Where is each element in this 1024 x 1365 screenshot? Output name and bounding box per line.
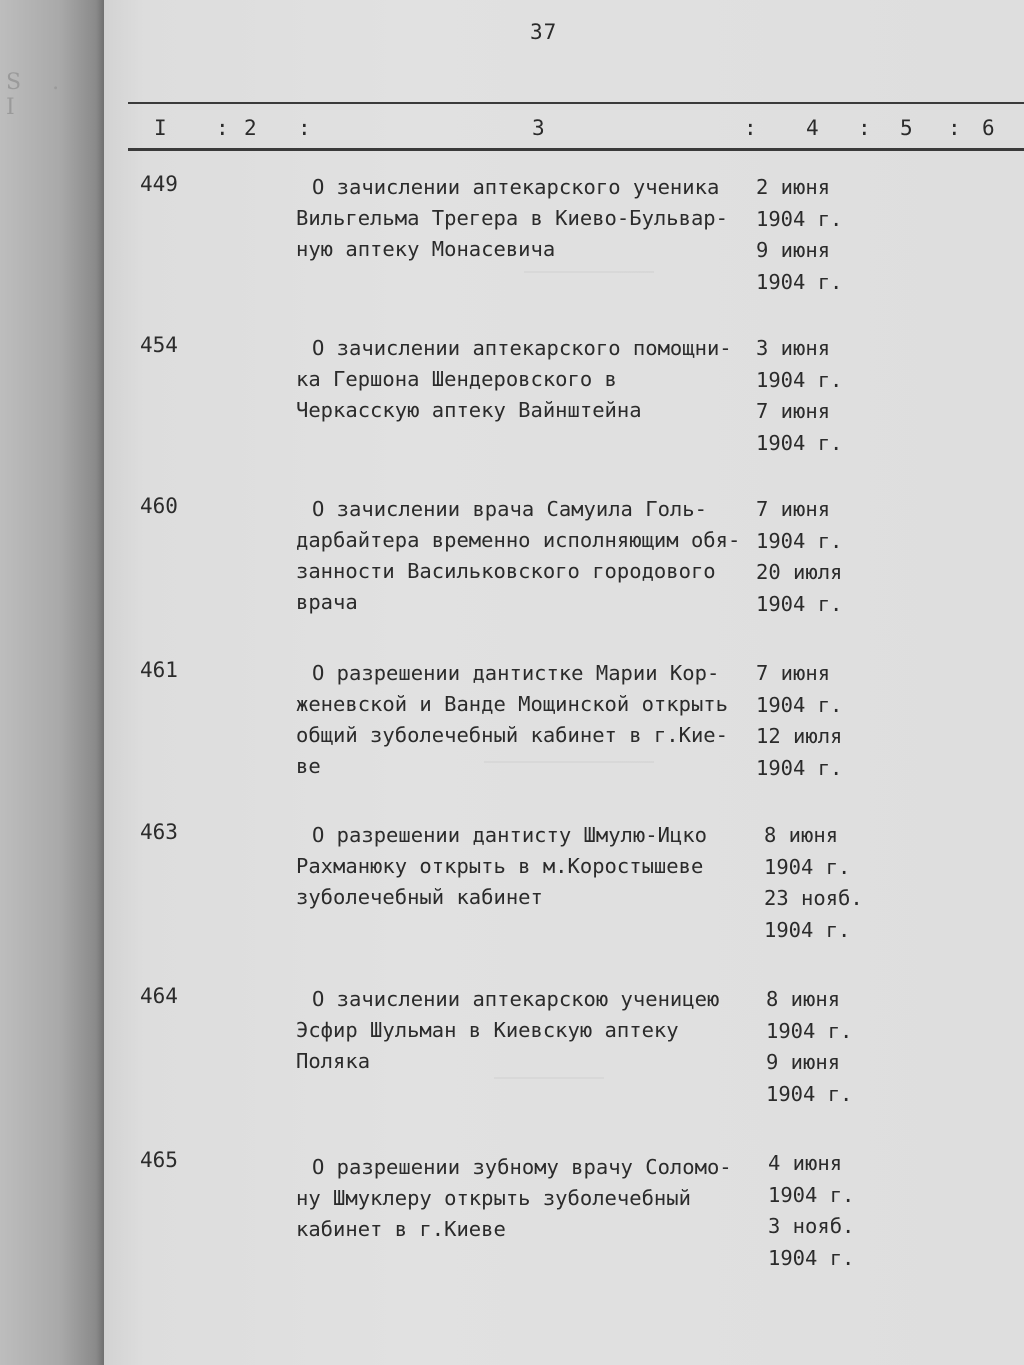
entry-dates <box>764 820 904 946</box>
title-line: общий зуболечебный кабинет в г.Кие- <box>296 723 728 747</box>
bleed-through-marks: S . I <box>6 70 72 120</box>
date-start-year: 1904 г. <box>766 1018 853 1043</box>
header-separator: : <box>858 116 871 140</box>
document-page <box>104 0 1024 1365</box>
date-start: 7 июня <box>756 497 831 521</box>
header-col-5: 5 <box>900 116 913 140</box>
title-line: Рахманюку открыть в м.Коростышеве <box>296 854 704 878</box>
date-end: 20 июля <box>756 560 843 584</box>
title-line: Черкасскую аптеку Вайнштейна <box>296 398 642 422</box>
date-start: 8 июня <box>764 823 839 847</box>
date-start-year: 1904 г. <box>756 692 843 717</box>
date-start: 8 июня <box>766 987 841 1011</box>
bleed-through-texture: ⎯⎯⎯⎯⎯⎯⎯⎯⎯⎯⎯⎯⎯ <box>524 258 654 282</box>
entry-title <box>296 333 766 426</box>
date-end-year: 1904 г. <box>766 1081 853 1106</box>
title-line: занности Васильковского городового <box>296 559 716 583</box>
register-entry <box>104 333 1024 483</box>
date-end: 9 июня <box>756 238 831 262</box>
title-line: ную аптеку Монасевича <box>296 237 556 261</box>
page-number: 37 <box>530 20 558 44</box>
entry-title <box>296 658 766 782</box>
date-start: 3 июня <box>756 336 831 360</box>
entry-dates <box>756 172 896 298</box>
date-end: 3 нояб. <box>768 1214 855 1238</box>
title-line: О зачислении врача Самуила Голь- <box>312 497 707 521</box>
title-line: О разрешении дантисту Шмулю-Ицко <box>312 823 707 847</box>
entry-title <box>296 820 766 913</box>
entry-title <box>296 172 766 265</box>
date-end-year: 1904 г. <box>764 917 851 942</box>
entry-dates <box>768 1148 908 1274</box>
entry-title <box>296 984 766 1077</box>
entry-dates <box>756 333 896 459</box>
date-start-year: 1904 г. <box>768 1182 855 1207</box>
register-entry <box>104 984 1024 1134</box>
title-line: Поляка <box>296 1049 371 1073</box>
entry-number: 454 <box>140 333 178 357</box>
title-line: женевской и Ванде Мощинской открыть <box>296 692 728 716</box>
header-rule-top <box>128 102 1024 104</box>
title-line: Вильгельма Трегера в Киево-Бульвар- <box>296 206 728 230</box>
register-entry <box>104 820 1024 970</box>
date-end-year: 1904 г. <box>756 269 843 294</box>
title-line: дарбайтера временно исполняющим обя- <box>296 528 741 552</box>
date-end-year: 1904 г. <box>756 430 843 455</box>
title-line: ка Гершона Шендеровского в <box>296 367 617 391</box>
date-start-year: 1904 г. <box>756 528 843 553</box>
title-line: О зачислении аптекарского ученика <box>312 175 720 199</box>
title-line: зуболечебный кабинет <box>296 885 543 909</box>
date-start-year: 1904 г. <box>764 854 851 879</box>
header-col-3: 3 <box>532 116 545 140</box>
header-col-2: 2 <box>244 116 257 140</box>
header-col-4: 4 <box>806 116 819 140</box>
date-start: 4 июня <box>768 1151 843 1175</box>
header-col-1: I <box>154 116 167 140</box>
register-entry <box>104 658 1024 808</box>
entry-number: 461 <box>140 658 178 682</box>
header-col-6: 6 <box>982 116 995 140</box>
date-end-year: 1904 г. <box>756 591 843 616</box>
date-start: 7 июня <box>756 661 831 685</box>
date-end-year: 1904 г. <box>768 1245 855 1270</box>
entry-dates <box>756 494 896 620</box>
title-line: О зачислении аптекарскою ученицею <box>312 987 720 1011</box>
date-end-year: 1904 г. <box>756 755 843 780</box>
date-end: 23 нояб. <box>764 886 863 910</box>
title-line: ве <box>296 754 321 778</box>
title-line: кабинет в г.Киеве <box>296 1217 506 1241</box>
title-line: О разрешении дантистке Марии Кор- <box>312 661 720 685</box>
title-line: О зачислении аптекарского помощни- <box>312 336 732 360</box>
date-end: 12 июля <box>756 724 843 748</box>
title-line: Эсфир Шульман в Киевскую аптеку <box>296 1018 679 1042</box>
entry-dates <box>756 658 896 784</box>
register-entry <box>104 1148 1024 1298</box>
header-separator: : <box>216 116 229 140</box>
bleed-through-texture: ⎯⎯⎯⎯⎯⎯⎯⎯⎯⎯⎯ <box>494 1064 604 1088</box>
date-start: 2 июня <box>756 175 831 199</box>
entry-number: 449 <box>140 172 178 196</box>
date-end: 7 июня <box>756 399 831 423</box>
title-line: О разрешении зубному врачу Соломо- <box>312 1155 732 1179</box>
bleed-through-texture: ⎯⎯⎯⎯⎯⎯⎯⎯⎯⎯⎯⎯⎯⎯⎯⎯⎯ <box>484 748 654 772</box>
date-start-year: 1904 г. <box>756 367 843 392</box>
date-end: 9 июня <box>766 1050 841 1074</box>
book-spine-shadow <box>0 0 104 1365</box>
header-separator: : <box>744 116 757 140</box>
header-separator: : <box>298 116 311 140</box>
header-separator: : <box>948 116 961 140</box>
entry-number: 464 <box>140 984 178 1008</box>
entry-title <box>296 1152 766 1245</box>
register-entry <box>104 494 1024 644</box>
date-start-year: 1904 г. <box>756 206 843 231</box>
title-line: врача <box>296 590 358 614</box>
title-line: ну Шмуклеру открыть зуболечебный <box>296 1186 691 1210</box>
entry-title <box>296 494 766 618</box>
header-rule-bottom <box>128 148 1024 151</box>
register-entry <box>104 172 1024 322</box>
entry-number: 460 <box>140 494 178 518</box>
entry-dates <box>766 984 906 1110</box>
entry-number: 463 <box>140 820 178 844</box>
entry-number: 465 <box>140 1148 178 1172</box>
